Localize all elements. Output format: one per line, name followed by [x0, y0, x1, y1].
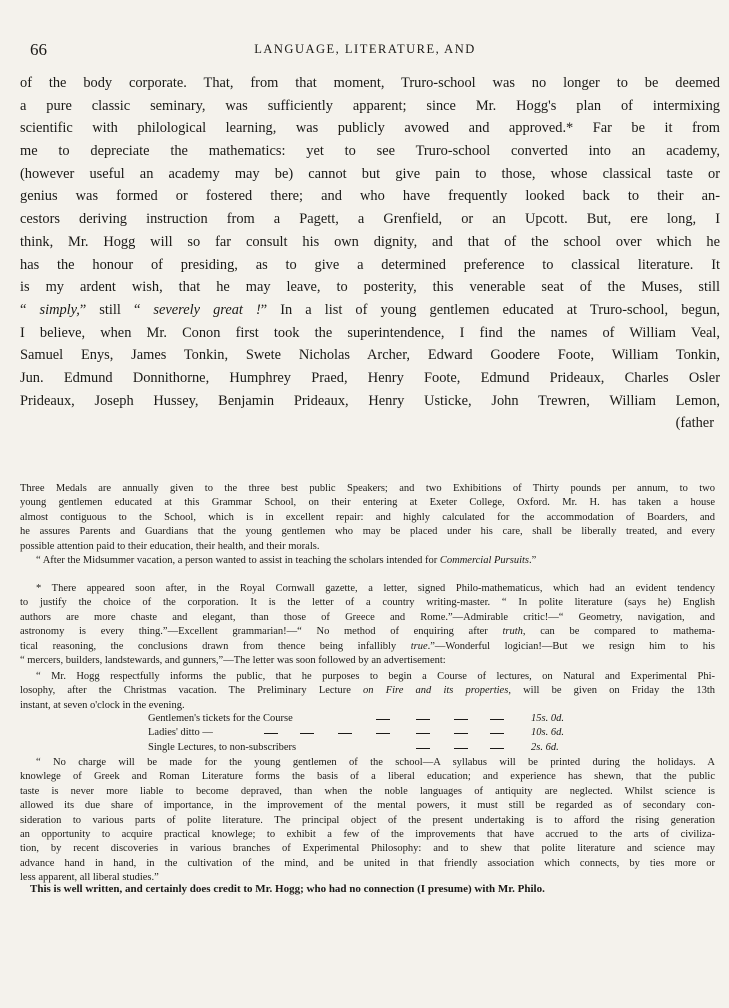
text-span: ” still “ [79, 301, 154, 318]
advert-line [20, 684, 715, 698]
text-line: Prideaux, Joseph Hussey, Benjamin Prideaux, Henry Usticke, John Trewren, William Lemon, [20, 392, 720, 409]
advert-line: advance hand in hand, in the cultivation of the mind, and be united in that friendly association which connects, by ties more or [20, 857, 715, 869]
text-span: , can be compared to mathema- [522, 626, 715, 638]
page-number: 66 [30, 40, 47, 59]
text-line: think, Mr. Hogg will so far consult his own dignity, and that of the school over which he [20, 233, 720, 250]
price-label: Gentlemen's tickets for the Course [148, 713, 293, 724]
price-row [148, 726, 588, 740]
text-line: has the honour of presiding, as to give a determined preference to classical literature. It [20, 256, 720, 273]
text-span: “ [20, 301, 40, 318]
advert-line: “ No charge will be made for the young gentlemen of the school—A syllabus will be printed during the holidays. A [36, 757, 715, 768]
footnote-line [20, 625, 715, 639]
text-span: , will be given on Friday the 13th [508, 685, 716, 697]
footnote-line [20, 640, 715, 654]
leader-dash [300, 733, 314, 734]
text-span: tical reasoning, the conclusions drawn from thence being infallibly [20, 640, 411, 652]
footnote-line: possible attention paid to their education, their health, and their morals. [20, 540, 320, 552]
leader-dash [338, 733, 352, 734]
text-line: a pure classic seminary, was sufficiently apparent; since Mr. Hogg's plan of intermixing [20, 97, 720, 114]
price-label: Single Lectures, to non-subscribers [148, 741, 297, 753]
footnote-line: Three Medals are annually given to the three best public Speakers; and two Exhibitions of Thirty pounds per annum, to two [20, 483, 715, 494]
price-label: Ladies' ditto — [148, 727, 213, 739]
closing-remark: This is well written, and certainly does credit to Mr. Hogg; who had no connection (I presume) with Mr. Philo. [30, 883, 545, 895]
leader-dash [416, 733, 430, 734]
leader-dash [376, 733, 390, 734]
italic-text: truth [502, 626, 523, 638]
price-value: 2s. 6d. [531, 741, 559, 753]
text-span: .” [529, 554, 537, 566]
advert-line: an opportunity to acquire practical knowlege; to exhibit a few of the improvements that have accrued to the arts of civiliza- [20, 828, 715, 840]
text-span: losophy, after the Christmas vacation. The Preliminary Lecture [20, 685, 364, 697]
advert-line: taste is never more liable to become depraved, than when the noble languages of antiquity are neglected. Whilst science is [20, 785, 715, 797]
price-row [148, 712, 588, 726]
italic-text: true [410, 640, 428, 652]
leader-dash [490, 748, 504, 749]
italic-text: on Fire and its properties [363, 685, 509, 697]
leader-dash [454, 748, 468, 749]
page-header [30, 40, 700, 60]
leader-dash [264, 733, 278, 734]
leader-dash [416, 719, 430, 720]
footnote-line: * There appeared soon after, in the Royal Cornwall gazette, a letter, signed Philo-mathematicus, which had an evident tendency [36, 583, 715, 594]
italic-text: severely great ! [153, 301, 261, 318]
italic-text: Commercial Pursuits [439, 554, 530, 566]
text-line: (however useful an academy may be) cannot but give pain to those, whose classical taste or [20, 165, 720, 182]
text-span: ” In a list of young gentlemen educated at Truro-school, begun, [260, 301, 720, 318]
footnote-line: to justify the choice of the corporation. It is the letter of a country writing-master. “ In polite literature (says he) English [20, 597, 715, 609]
advert-line: allowed its due share of importance, in the improvement of the mental powers, it must still be regarded as of secondary con- [20, 800, 715, 812]
text-line [20, 299, 720, 322]
advert-line: tion, by recent discoveries in various branches of Experimental Philosophy: and to shew that polite literature and science may [20, 843, 715, 855]
advert-line: instant, at seven o'clock in the evening. [20, 699, 185, 711]
advertisement-continued [20, 756, 715, 886]
text-line: scientific with philological learning, was publicly avowed and approved.* Far be it from [20, 120, 720, 137]
footnote-line: authors are more chaste and elegant, than those of Greece and Rome.”—Admirable critic!—“ Geometry, navigation, and [20, 611, 715, 623]
footnote-school [20, 482, 715, 568]
text-line: Samuel Enys, James Tonkin, Swete Nicholas Archer, Edward Goodere Foote, William Tonkin, [20, 347, 720, 364]
leader-dash [454, 719, 468, 720]
text-span: “ After the Midsummer vacation, a person wanted to assist in teaching the scholars intended for [36, 554, 440, 566]
advert-line: knowlege of Greek and Roman Literature forms the basis of a liberal education; and experience has shewn, that the public [20, 771, 715, 783]
advertisement [20, 670, 715, 713]
advert-line: sideration to various parts of polite literature. The principal object of the present undertaking is to afford the rising generation [20, 814, 715, 826]
footnote-line: young gentlemen educated at this Grammar School, on their entering at Exeter College, Oxford. Mr. H. has taken a house [20, 497, 715, 509]
price-row [148, 741, 588, 755]
text-line: cestors deriving instruction from a Pagett, a Grenfield, or an Upcott. But, ere long, I [20, 211, 720, 228]
text-line: I believe, when Mr. Conon first took the superintendence, I find the names of William Veal, [20, 324, 720, 341]
running-head: LANGUAGE, LITERATURE, AND [254, 42, 476, 56]
leader-dash [376, 719, 390, 720]
price-value: 10s. 6d. [531, 727, 564, 739]
leader-dash [454, 733, 468, 734]
advert-line: “ Mr. Hogg respectfully informs the public, that he purposes to begin a Course of lectures, on Natural and Experimental Phi- [36, 671, 715, 682]
text-line: me to depreciate the mathematics: yet to see Truro-school converted into an academy, [20, 143, 720, 160]
text-span: astronomy is every thing.”—Excellent grammarian!—“ No method of enquiring after [20, 626, 503, 638]
main-text [20, 72, 720, 435]
text-span: .”—Wonderful logician!—But we resign him to his [427, 640, 715, 652]
footnote-line [20, 554, 715, 568]
text-line: Jun. Edmund Donnithorne, Humphrey Praed, Henry Foote, Edmund Prideaux, Charles Osler [20, 369, 720, 386]
footnote-line: almost contiguous to the School, which is in excellent repair: and highly calculated for the accommodation of Boarders, and [20, 511, 715, 523]
catchword: (father [675, 415, 714, 432]
footnote-line: “ mercers, builders, landstewards, and gunners,”—The letter was soon followed by an advertisement: [20, 654, 446, 666]
leader-dash [490, 733, 504, 734]
leader-dash [490, 719, 504, 720]
footnote-philo [20, 582, 715, 668]
leader-dash [416, 748, 430, 749]
price-list [148, 712, 588, 755]
advert-line: less apparent, all liberal studies.” [20, 872, 159, 884]
footnote-line: he assures Parents and Guardians that the young gentlemen who may be placed under his care, shall be liberally treated, and every [20, 526, 715, 538]
italic-text: simply, [39, 301, 80, 318]
text-line: genius was formed or fostered there; and who have frequently looked back to their an- [20, 188, 720, 205]
text-line: of the body corporate. That, from that moment, Truro-school was no longer to be deemed [20, 75, 720, 91]
price-value: 15s. 0d. [531, 713, 564, 724]
text-line: is my ardent wish, that he may leave, to posterity, this venerable seat of the Muses, still [20, 279, 720, 296]
